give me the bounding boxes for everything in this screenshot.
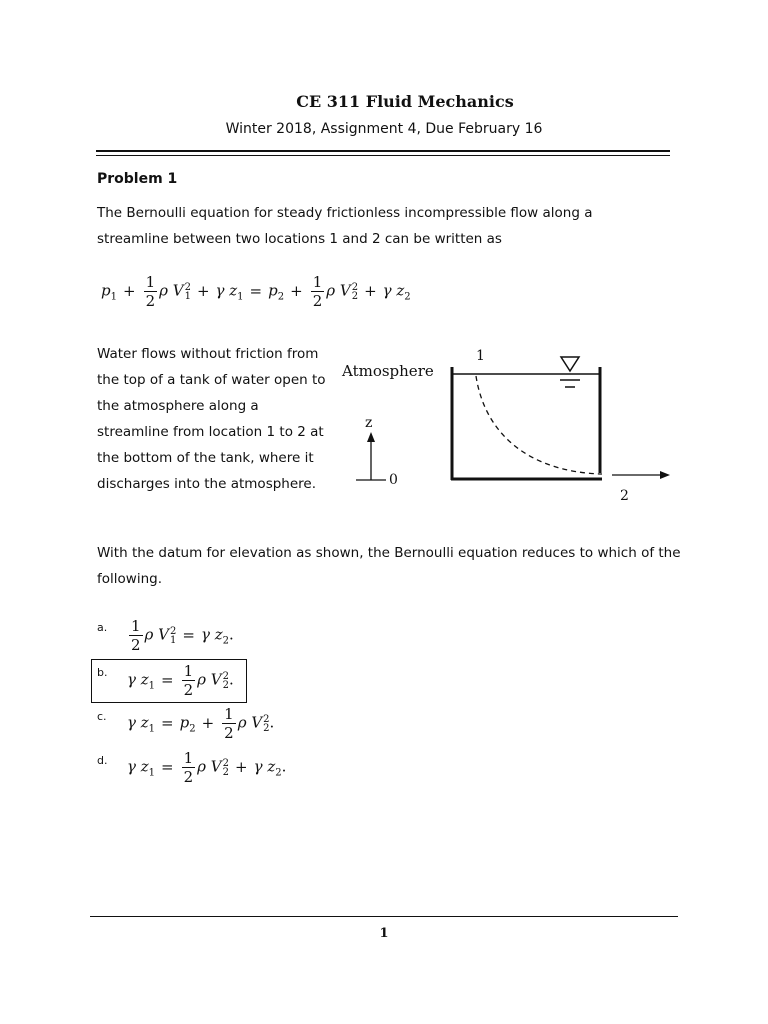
streamline <box>476 376 602 474</box>
bernoulli-equation: $p_1$ + $\frac{1}{2}$ ρ V 2 1 + γ $z_1 = p_2$ + $\frac{1}{2}$ ρ V 2 2 + γ $z_2$ <box>101 273 411 310</box>
problem-intro: The Bernoulli equation for steady frictionless incompressible flow along a streamline between two locations 1 and 2 can be written as <box>97 205 593 247</box>
document-subtitle: Winter 2018, Assignment 4, Due February 16 <box>225 121 543 137</box>
option-a-letter: a. <box>97 621 108 634</box>
option-a-equation: $\frac{1}{2}$ ρ V 2 1 = γ $z_2$. <box>131 617 234 654</box>
option-c-equation: γ $z_1 = p_2$ + $\frac{1}{2}$ ρ V 2 2 . <box>127 705 275 742</box>
problem-description: Water flows without friction from the top of a tank of water open to the atmosphere along a streamline from location 1 to 2 at the bottom of the tank, where it discharges into the atmosphere. <box>97 346 326 492</box>
page-number: 1 <box>379 926 389 941</box>
option-b-letter: b. <box>97 666 108 679</box>
header-rule-thick <box>96 150 670 152</box>
problem-question: With the datum for elevation as shown, the Bernoulli equation reduces to which of the following. <box>97 545 681 587</box>
option-c-letter: c. <box>97 710 107 723</box>
option-d-letter: d. <box>97 754 108 767</box>
datum-label: 0 <box>389 472 398 488</box>
footer-rule <box>90 916 678 917</box>
point-1-label: 1 <box>476 348 485 364</box>
point-2-label: 2 <box>620 488 629 504</box>
document-title: CE 311 Fluid Mechanics <box>296 92 514 111</box>
atmosphere-label: Atmosphere <box>342 362 434 380</box>
free-surface-icon <box>561 357 579 371</box>
z-axis-label: z <box>365 415 373 431</box>
option-b-equation: γ $z_1$ = $\frac{1}{2}$ ρ V 2 2 . <box>127 662 234 699</box>
option-d-equation: γ $z_1$ = $\frac{1}{2}$ ρ V 2 2 + γ $z_2$. <box>127 749 287 786</box>
tank-figure <box>340 340 680 510</box>
problem-heading: Problem 1 <box>97 171 178 187</box>
header-rule-thin <box>96 155 670 156</box>
